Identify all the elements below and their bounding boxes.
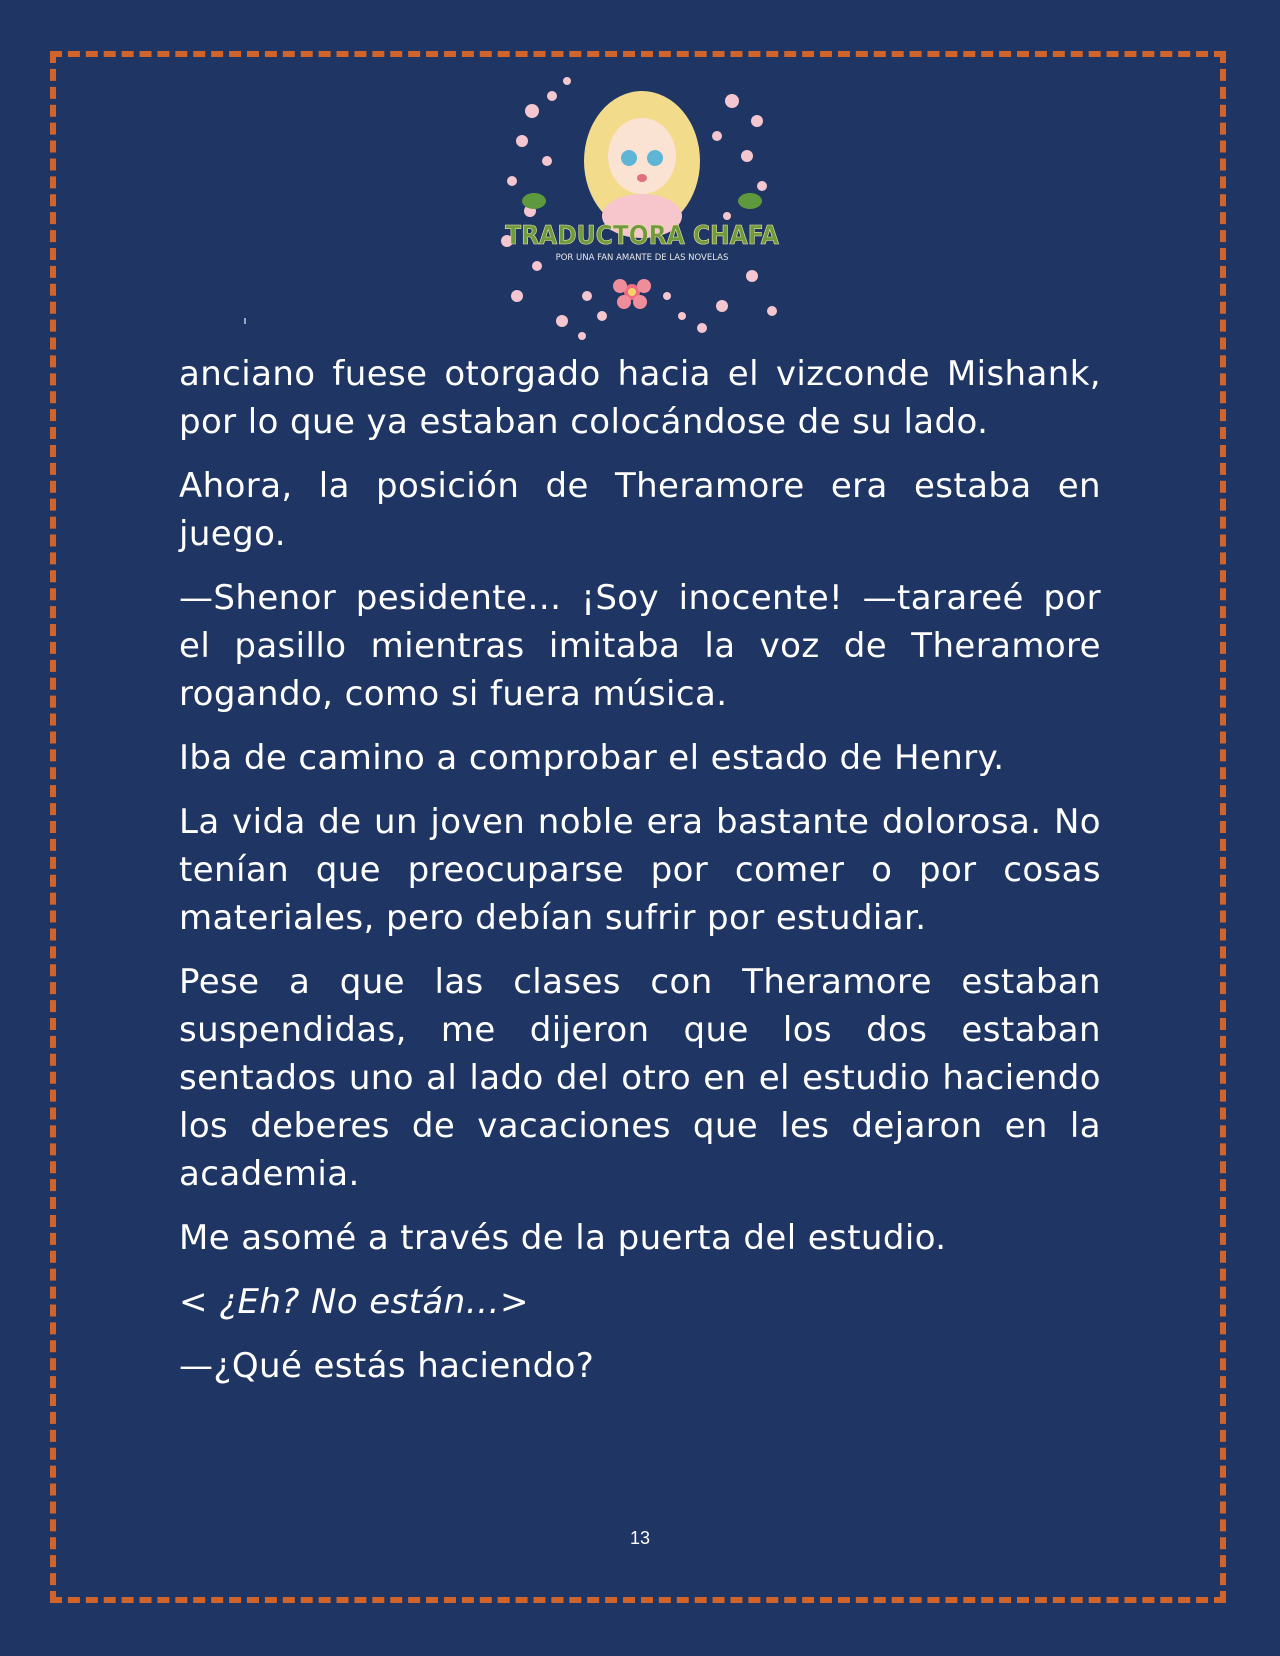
translator-logo [492, 66, 792, 346]
body-text [179, 350, 1101, 1406]
logo-illustration [492, 66, 792, 346]
logo-title: TRADUCTORA CHAFA [505, 221, 779, 251]
paragraph: Ahora, la posición de Theramore era estaba en juego. [179, 466, 1101, 554]
paragraph: —¿Qué estás haciendo? [179, 1346, 595, 1386]
paragraph: —Shenor pesidente… ¡Soy inocente! —tarareé por el pasillo mientras imitaba la voz de Theramore rogando, como si fuera música. [179, 578, 1101, 714]
paragraph: Pese a que las clases con Theramore estaban suspendidas, me dijeron que los dos estaban sentados uno al lado del otro en el estudio haciendo los deberes de vacaciones que les dejaron en la academia. [179, 962, 1101, 1194]
inner-thought: < ¿Eh? No están…> [179, 1282, 529, 1322]
paragraph: anciano fuese otorgado hacia el vizconde Mishank, por lo que ya estaban colocándose de su lado. [179, 354, 1101, 442]
paragraph: Iba de camino a comprobar el estado de Henry. [179, 738, 1005, 778]
pink-flower-icon [613, 279, 651, 309]
page-number: 13 [629, 1528, 651, 1548]
paragraph: La vida de un joven noble era bastante dolorosa. No tenían que preocuparse por comer o por cosas materiales, pero debían sufrir por estudiar. [179, 802, 1101, 938]
stray-mark [244, 318, 246, 324]
paragraph: Me asomé a través de la puerta del estudio. [179, 1218, 947, 1258]
logo-subtitle: POR UNA FAN AMANTE DE LAS NOVELAS [555, 253, 729, 263]
